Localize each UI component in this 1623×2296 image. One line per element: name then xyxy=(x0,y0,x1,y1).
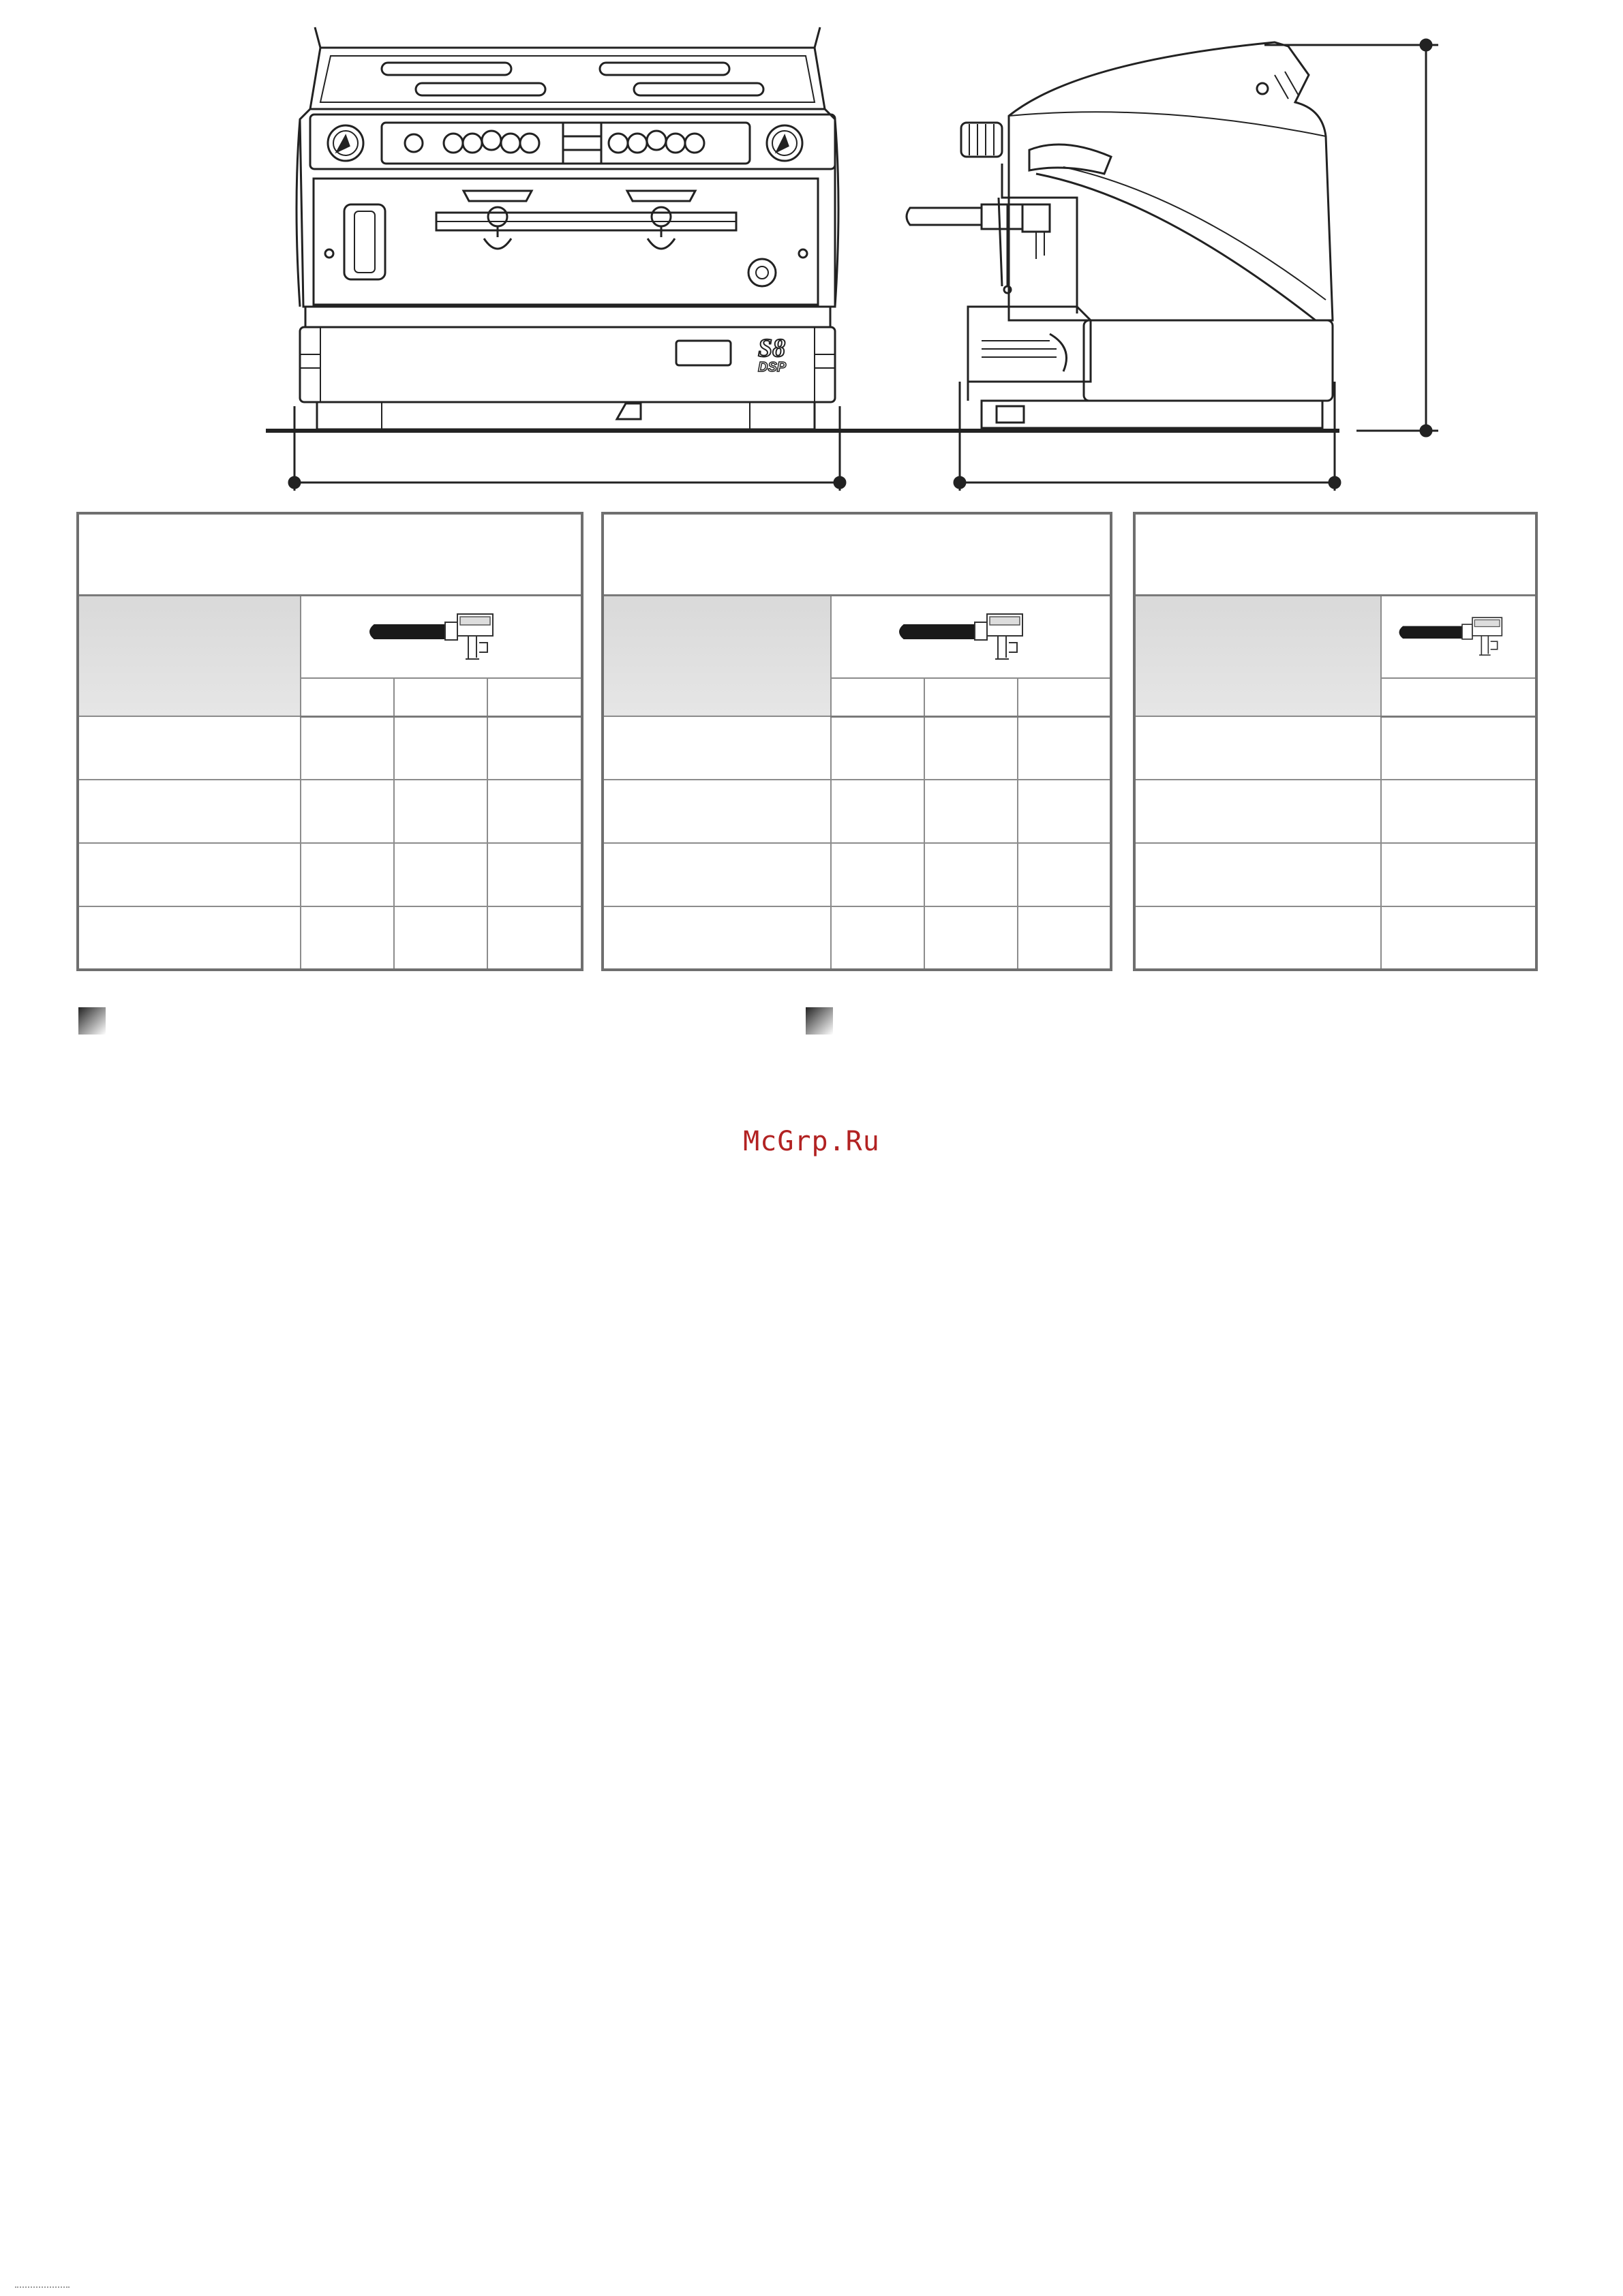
table-row xyxy=(78,906,582,970)
table-1-group xyxy=(1133,512,1538,971)
table-row xyxy=(1134,906,1536,970)
table-row xyxy=(78,780,582,843)
table-row xyxy=(603,906,1111,970)
table-row xyxy=(603,843,1111,906)
table-row-header-cell xyxy=(1134,595,1381,716)
front-view-brand-line1: S8 xyxy=(758,334,786,363)
table-title-cell xyxy=(1134,513,1536,595)
side-depth-dimension xyxy=(954,382,1340,491)
table-row xyxy=(78,843,582,906)
portafilter-icon xyxy=(1391,604,1527,666)
technical-drawing xyxy=(0,0,1623,504)
table-row-header-cell xyxy=(603,595,831,716)
watermark: McGrp.Ru xyxy=(743,1126,880,1157)
table-3-group xyxy=(601,512,1112,971)
portafilter-icon xyxy=(359,604,523,666)
page-edge-mark xyxy=(15,2286,70,2290)
table-row xyxy=(1134,843,1536,906)
portafilter-header-cell xyxy=(1381,595,1536,678)
table-2-group xyxy=(76,512,583,971)
table-row-header-cell xyxy=(78,595,301,716)
table-row xyxy=(1134,716,1536,780)
front-view-brand-line2: DSP xyxy=(758,360,787,375)
note-marker-icon xyxy=(78,1007,106,1035)
note-marker-icon xyxy=(806,1007,833,1035)
espresso-machine-front-view-icon xyxy=(297,27,838,429)
portafilter-icon xyxy=(889,604,1052,666)
table-row xyxy=(78,716,582,780)
espresso-machine-side-view-icon xyxy=(907,42,1333,428)
portafilter-header-cell xyxy=(301,595,582,678)
table-row xyxy=(603,780,1111,843)
front-width-dimension xyxy=(289,406,845,491)
height-dimension xyxy=(1264,40,1438,436)
table-title-cell xyxy=(78,513,582,595)
table-row xyxy=(603,716,1111,780)
portafilter-header-cell xyxy=(831,595,1111,678)
table-row xyxy=(1134,780,1536,843)
table-title-cell xyxy=(603,513,1111,595)
